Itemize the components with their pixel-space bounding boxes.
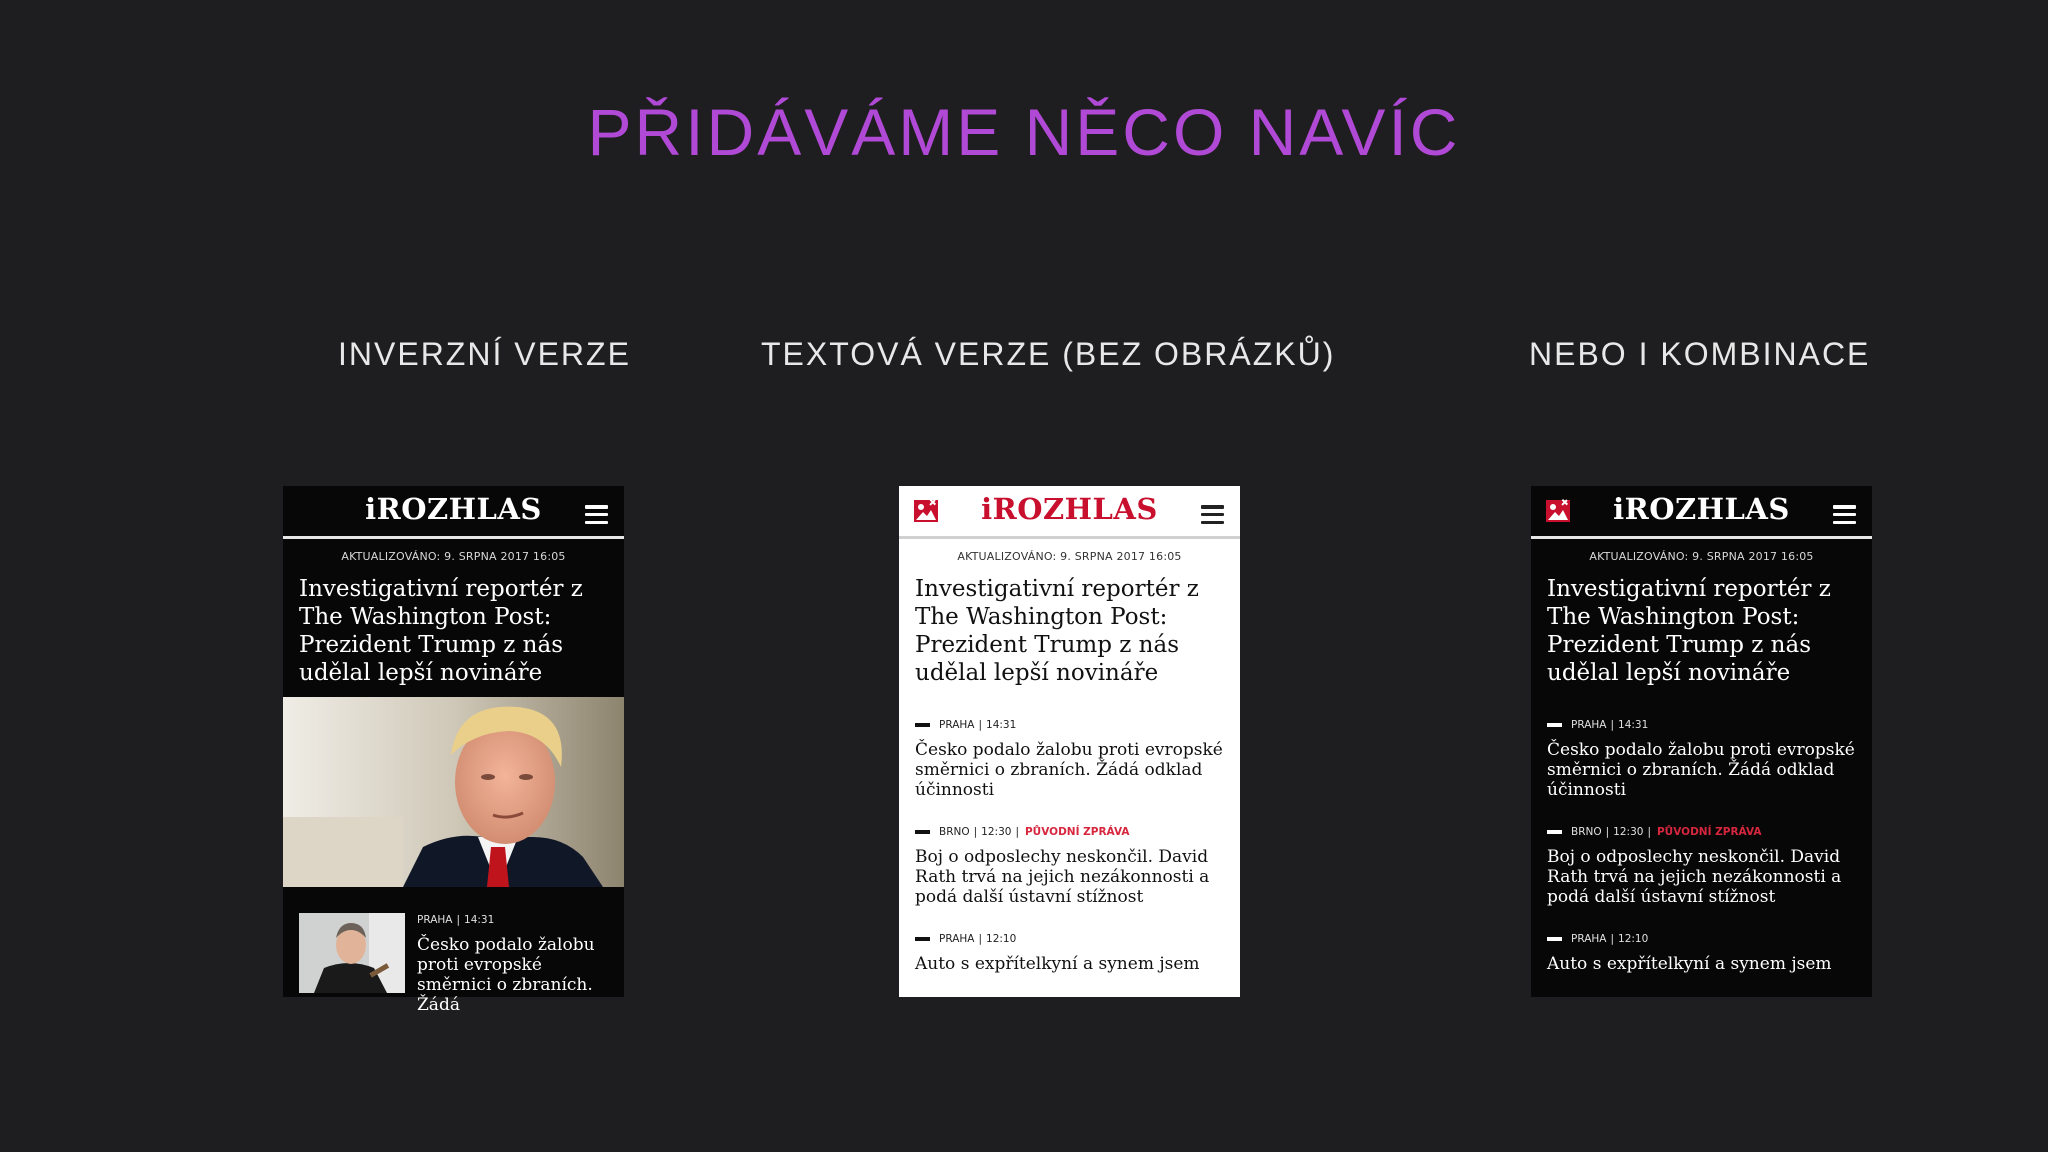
article-city: BRNO: [939, 826, 970, 838]
article-meta: PRAHA | 14:31: [417, 914, 495, 926]
heading-text-version: TEXTOVÁ VERZE (BEZ OBRÁZKŮ): [761, 336, 1336, 372]
article-time: 12:30: [981, 826, 1012, 838]
article-city: PRAHA: [939, 719, 975, 731]
list-item[interactable]: PRAHA | 12:10 Auto s expřítelkyní a synem jsem: [1547, 932, 1856, 974]
article-time: 12:10: [1618, 933, 1649, 945]
site-logo[interactable]: iROZHLAS: [365, 492, 542, 526]
site-header: [899, 486, 1240, 539]
article-city: PRAHA: [1571, 719, 1607, 731]
article-teaser[interactable]: [299, 913, 608, 1015]
page-title: PŘIDÁVÁME NĚCO NAVÍC: [587, 95, 1461, 169]
article-list: [1547, 718, 1856, 974]
updated-timestamp: AKTUALIZOVÁNO: 9. SRPNA 2017 16:05: [957, 550, 1182, 563]
article-title[interactable]: Boj o odposlechy neskončil. David Rath trvá na jejich nezákonnosti a podá další ústavní stížnost: [915, 847, 1210, 907]
article-time: 14:31: [464, 914, 495, 926]
article-title[interactable]: Česko podalo žalobu proti evropské směrnici o zbraních. Žádá odklad účinnosti: [1547, 740, 1855, 800]
article-list: [915, 718, 1224, 974]
article-title[interactable]: Česko podalo žalobu proti evropské směrnici o zbraních. Žádá odklad účinnosti: [915, 740, 1223, 800]
hamburger-menu-icon[interactable]: [1201, 505, 1224, 524]
article-city: PRAHA: [939, 933, 975, 945]
article-title[interactable]: Auto s expřítelkyní a synem jsem: [915, 954, 1200, 974]
phone-text-version: [899, 486, 1240, 997]
site-logo[interactable]: iROZHLAS: [1613, 492, 1790, 526]
phone-inverse: [283, 486, 624, 1015]
site-header: [1531, 486, 1872, 539]
article-time: 12:10: [986, 933, 1017, 945]
list-item[interactable]: BRNO | 12:30 | PŮVODNÍ ZPRÁVA Boj o odposlechy neskončil. David Rath trvá na jejich nezákonnosti a podá další ústavní stížnost: [1547, 825, 1856, 907]
article-headline[interactable]: Investigativní reportér z The Washington Post: Prezident Trump z nás udělal lepší novináře: [1547, 576, 1831, 686]
site-logo[interactable]: iROZHLAS: [981, 492, 1158, 526]
hero-photo[interactable]: [283, 697, 624, 887]
article-headline[interactable]: Investigativní reportér z The Washington Post: Prezident Trump z nás udělal lepší novináře: [299, 576, 583, 686]
article-city: PRAHA: [417, 914, 453, 926]
original-report-tag: PŮVODNÍ ZPRÁVA: [1656, 826, 1762, 838]
list-item[interactable]: PRAHA | 12:10 Auto s expřítelkyní a synem jsem: [915, 932, 1224, 974]
article-thumbnail[interactable]: [299, 913, 405, 993]
article-title[interactable]: Česko podalo žalobu proti evropské směrnici o zbraních. Žádá: [417, 935, 595, 1015]
dash-marker: [1547, 830, 1562, 834]
list-item[interactable]: BRNO | 12:30 | PŮVODNÍ ZPRÁVA Boj o odposlechy neskončil. David Rath trvá na jejich nezákonnosti a podá další ústavní stížnost: [915, 825, 1224, 907]
list-item[interactable]: PRAHA | 14:31 Česko podalo žalobu proti evropské směrnici o zbraních. Žádá odklad účinnosti: [1547, 719, 1855, 800]
dash-marker: [915, 723, 930, 727]
heading-combination: NEBO I KOMBINACE: [1529, 336, 1871, 372]
article-city: BRNO: [1571, 826, 1602, 838]
hamburger-menu-icon[interactable]: [1833, 505, 1856, 524]
hamburger-menu-icon[interactable]: [585, 505, 608, 524]
phone-combination: [1531, 486, 1872, 997]
article-city: PRAHA: [1571, 933, 1607, 945]
dash-marker: [915, 830, 930, 834]
heading-inverse-version: INVERZNÍ VERZE: [338, 336, 631, 372]
list-item[interactable]: PRAHA | 14:31 Česko podalo žalobu proti evropské směrnici o zbraních. Žádá odklad účinnosti: [915, 719, 1223, 800]
updated-timestamp: AKTUALIZOVÁNO: 9. SRPNA 2017 16:05: [341, 550, 566, 563]
article-time: 14:31: [986, 719, 1017, 731]
article-headline[interactable]: Investigativní reportér z The Washington Post: Prezident Trump z nás udělal lepší novináře: [915, 576, 1199, 686]
article-title[interactable]: Boj o odposlechy neskončil. David Rath trvá na jejich nezákonnosti a podá další ústavní stížnost: [1547, 847, 1842, 907]
article-title[interactable]: Auto s expřítelkyní a synem jsem: [1547, 954, 1832, 974]
updated-timestamp: AKTUALIZOVÁNO: 9. SRPNA 2017 16:05: [1589, 550, 1814, 563]
article-time: 14:31: [1618, 719, 1649, 731]
site-header: [283, 486, 624, 539]
dash-marker: [1547, 723, 1562, 727]
article-time: 12:30: [1613, 826, 1644, 838]
dash-marker: [915, 937, 930, 941]
original-report-tag: PŮVODNÍ ZPRÁVA: [1024, 826, 1130, 838]
dash-marker: [1547, 937, 1562, 941]
